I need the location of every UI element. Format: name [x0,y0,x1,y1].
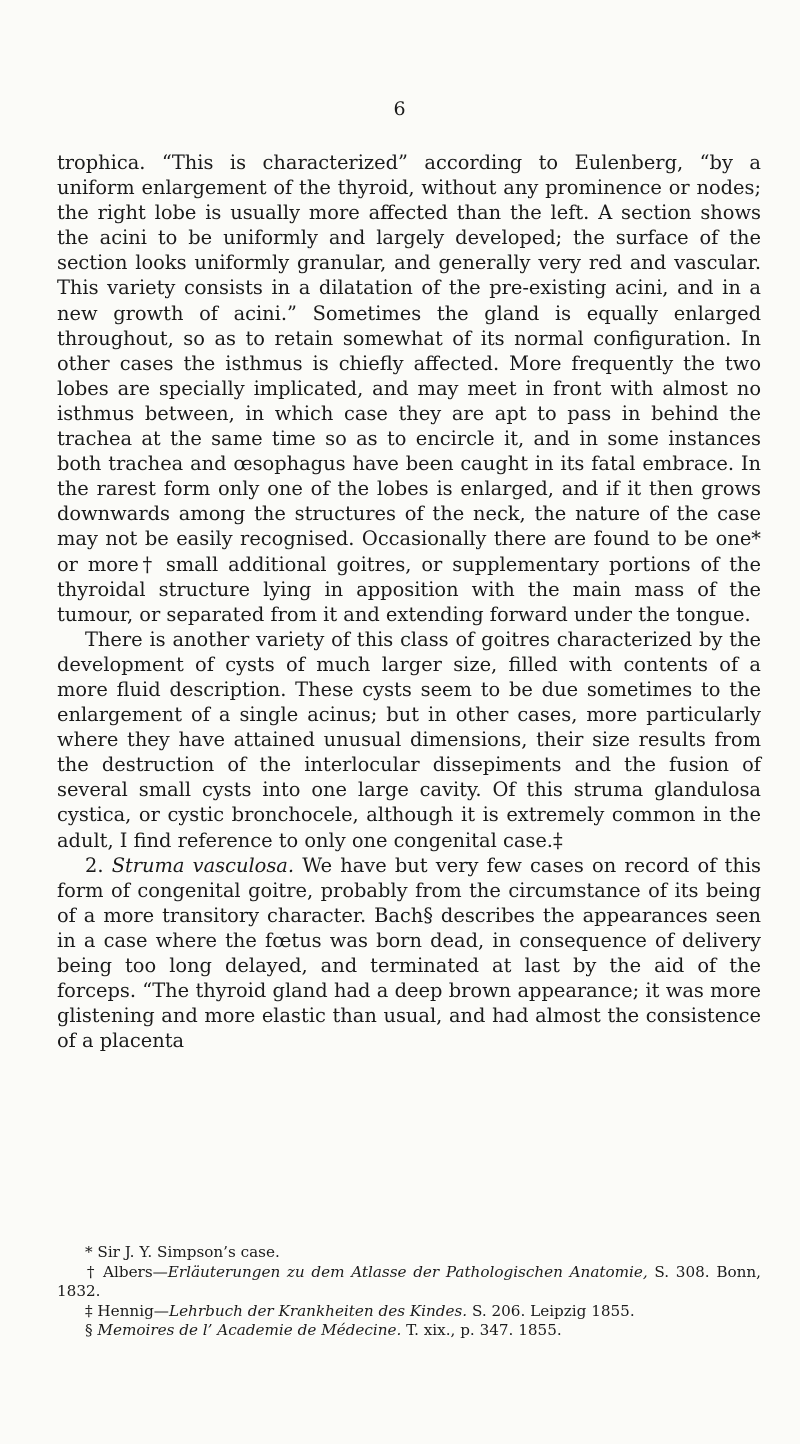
paragraph-struma-vasculosa [57,853,761,1054]
footnote-text: Sir J. Y. Simpson’s case. [92,1243,280,1261]
paragraph-text: There is another variety of this class of goitres characterized by the development of cysts of much larger size, filled with contents of a more fluid description. These cysts seem to be due sometimes to the enlargement of a single acinus; but in other cases, more particularly where they have attained unusual dimensions, their size results from the destruction of the interlocular dissepiments and the fusion of several small cysts into one large cavity. Of this struma glandulosa cystica, or cystic bronchocele, although it is extremely common in the adult, I find reference to only one congenital case.‡ [57,627,761,852]
footnote-item [57,1302,761,1322]
footnote-mark: ‡ [85,1301,93,1320]
footnote-mark: § [85,1321,93,1339]
footnotes [57,1243,761,1341]
footnote-item [57,1243,761,1263]
footnote-citation: S. 206. Leipzig 1855. [467,1301,635,1320]
footnote-item [57,1321,761,1341]
footnote-mark: * [85,1243,93,1261]
main-text [57,150,761,1053]
footnote-italic-title: Lehrbuch der Krankheiten des Kindes. [168,1301,468,1320]
footnote-italic-title: Erläuterungen zu dem Atlasse der Pathologischen Anatomie, [167,1262,648,1281]
footnote-citation: S. 308. Bonn, 1832. [57,1262,762,1300]
footnote-text: Hennig— [92,1301,169,1320]
paragraph-text: trophica. “This is characterized” according to Eulenberg, “by a uniform enlargement of the thyroid, without any prominence or nodes; the right lobe is usually more affected than the left. A section shows the acini to be uniformly and largely developed; the surface of the section looks uniformly granular, and generally very red and vascular. This variety consists in a dilatation of the pre-existing acini, and in a new growth of acini.” Sometimes the gland is equally enlarged throughout, so as to retain somewhat of its normal configuration. In other cases the isthmus is chiefly affected. More frequently the two lobes are specially implicated, and may meet in front with almost no isthmus between, in which case they are apt to pass in behind the trachea at the same time so as to encircle it, and in some instances both trachea and œsophagus have been caught in its fatal embrace. In the rarest form only one of the lobes is enlarged, and if it then grows downwards among the structures of the neck, the nature of the case may not be easily recognised. Occasionally there are found to be one* or more† small additional goitres, or supplementary portions of the thyroidal structure lying in apposition with the main mass of the tumour, or separated from it and extending forward under the tongue. [57,151,761,626]
section-title: Struma vasculosa. [111,853,295,877]
footnote-italic-title: Memoires de l’ Academie de Médecine. [97,1321,402,1339]
footnote-citation: T. xix., p. 347. 1855. [401,1321,562,1339]
section-number: 2. [85,853,112,877]
paragraph-goitre-forms [57,150,761,627]
footnote-text: Albers— [96,1262,168,1281]
paragraph-text: We have but very few cases on record of this form of congenital goitre, probably from the circumstance of its being of a more transitory character. Bach§ describes the appearances seen in a case where the fœtus was born dead, in consequence of delivery being too long delayed, and terminated at last by the aid of the forceps. “The thyroid gland had a deep brown appearance; it was more glistening and more elastic than usual, and had almost the consistence of a placenta [57,853,761,1053]
page-number: 6 [393,98,407,120]
footnote-item [57,1263,761,1302]
paragraph-cystic-variety [57,627,761,853]
footnote-mark: † [85,1262,97,1281]
